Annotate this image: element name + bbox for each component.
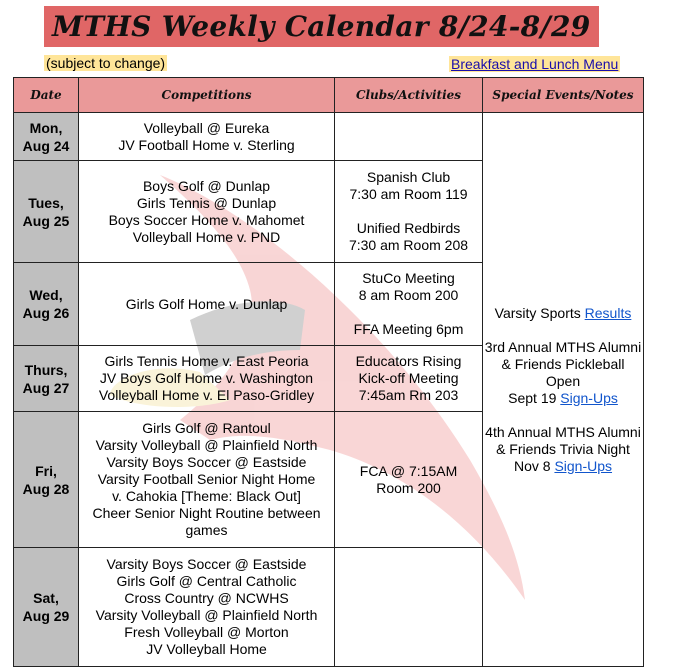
competition-line: Varsity Football Senior Night Home bbox=[97, 471, 316, 487]
pickleball-date-line bbox=[484, 390, 642, 407]
page-title: MTHS Weekly Calendar 8/24-8/29 bbox=[52, 10, 591, 43]
day-date: Aug 26 bbox=[22, 305, 70, 321]
spacer bbox=[336, 203, 481, 220]
day-name: Tues, bbox=[28, 194, 64, 211]
col-header-clubs: Clubs/Activities bbox=[335, 78, 483, 113]
competition-line: Volleyball Home v. PND bbox=[132, 228, 281, 245]
club-line: 7:30 am Room 119 bbox=[349, 186, 468, 202]
club-line: 7:45am Rm 203 bbox=[358, 387, 459, 403]
competition-line: Cheer Senior Night Routine between bbox=[92, 505, 321, 521]
date-cell bbox=[14, 412, 79, 548]
day-date: Aug 29 bbox=[22, 608, 70, 624]
competition-line: Boys Soccer Home v. Mahomet bbox=[108, 211, 305, 228]
special-events-cell bbox=[483, 113, 644, 667]
trivia-note bbox=[484, 424, 642, 475]
competition-line: Cross Country @ NCWHS bbox=[124, 590, 289, 606]
varsity-sports-text: Varsity Sports bbox=[494, 304, 581, 321]
col-header-special: Special Events/Notes bbox=[483, 78, 644, 113]
date-cell bbox=[14, 113, 79, 161]
title-banner bbox=[44, 6, 599, 47]
day-date: Aug 24 bbox=[22, 137, 70, 154]
competition-line: Girls Golf @ Rantoul bbox=[142, 420, 271, 436]
weekly-calendar-table bbox=[13, 77, 644, 667]
competition-line: Varsity Volleyball @ Plainfield North bbox=[95, 437, 318, 453]
club-line: Kick-off Meeting bbox=[358, 370, 459, 386]
competition-line: Boys Golf @ Dunlap bbox=[142, 177, 271, 194]
competition-line: Varsity Boys Soccer @ Eastside bbox=[106, 556, 307, 572]
day-date: Aug 27 bbox=[22, 379, 70, 396]
competition-line: Volleyball Home v. El Paso-Gridley bbox=[98, 387, 315, 403]
spacer bbox=[336, 304, 481, 321]
competition-line: Girls Golf Home v. Dunlap bbox=[125, 295, 288, 312]
competition-line: games bbox=[185, 522, 228, 538]
competitions-cell bbox=[79, 113, 335, 161]
varsity-sports-note bbox=[484, 305, 642, 322]
competition-line: Varsity Boys Soccer @ Eastside bbox=[106, 454, 307, 470]
date-cell bbox=[14, 548, 79, 667]
day-date: Aug 28 bbox=[22, 480, 70, 497]
competition-line: Varsity Volleyball @ Plainfield North bbox=[95, 607, 318, 623]
trivia-signups-link[interactable]: Sign-Ups bbox=[554, 457, 613, 474]
competition-line: Volleyball @ Eureka bbox=[143, 119, 270, 136]
day-name: Fri, bbox=[35, 462, 57, 479]
clubs-cell bbox=[335, 412, 483, 548]
club-line: FFA Meeting 6pm bbox=[353, 321, 464, 337]
clubs-cell bbox=[335, 263, 483, 346]
competition-line: Girls Tennis @ Dunlap bbox=[136, 194, 277, 211]
day-name: Sat, bbox=[33, 590, 59, 606]
day-name: Wed, bbox=[29, 287, 63, 303]
competition-line: JV Football Home v. Sterling bbox=[118, 136, 295, 153]
day-name: Thurs, bbox=[24, 361, 68, 378]
club-line: FCA @ 7:15AM bbox=[359, 462, 458, 479]
date-cell bbox=[14, 161, 79, 263]
club-line: Spanish Club bbox=[366, 169, 451, 185]
competitions-cell bbox=[79, 412, 335, 548]
clubs-cell bbox=[335, 548, 483, 667]
col-header-competitions: Competitions bbox=[79, 78, 335, 113]
competition-line: v. Cahokia [Theme: Black Out] bbox=[112, 488, 301, 504]
clubs-cell bbox=[335, 113, 483, 161]
clubs-cell bbox=[335, 346, 483, 412]
club-line: StuCo Meeting bbox=[362, 270, 455, 286]
trivia-line: & Friends Trivia Night bbox=[496, 440, 630, 457]
trivia-line: 4th Annual MTHS Alumni bbox=[485, 423, 641, 440]
club-line: Educators Rising bbox=[355, 353, 462, 369]
breakfast-lunch-menu-link[interactable]: Breakfast and Lunch Menu bbox=[451, 56, 619, 72]
table-row bbox=[14, 113, 644, 161]
clubs-cell bbox=[335, 161, 483, 263]
subject-to-change-note: (subject to change) bbox=[46, 55, 166, 71]
trivia-date: Nov 8 bbox=[513, 457, 551, 474]
competitions-cell bbox=[79, 548, 335, 667]
competition-line: JV Boys Golf Home v. Washington bbox=[99, 370, 314, 386]
competition-line: JV Volleyball Home bbox=[146, 641, 267, 657]
competitions-cell bbox=[79, 346, 335, 412]
results-link[interactable]: Results bbox=[584, 304, 632, 321]
pickleball-signups-link[interactable]: Sign-Ups bbox=[560, 389, 618, 406]
day-date: Aug 25 bbox=[22, 212, 70, 229]
pickleball-date: Sept 19 bbox=[508, 389, 557, 406]
competition-line: Fresh Volleyball @ Morton bbox=[124, 624, 289, 640]
col-header-date: Date bbox=[14, 78, 79, 113]
club-line: 8 am Room 200 bbox=[358, 287, 459, 303]
competition-line: Girls Tennis Home v. East Peoria bbox=[104, 353, 309, 369]
pickleball-line: & Friends Pickleball Open bbox=[501, 355, 625, 389]
date-cell bbox=[14, 346, 79, 412]
date-cell bbox=[14, 263, 79, 346]
trivia-date-line bbox=[484, 458, 642, 475]
club-line: Unified Redbirds bbox=[356, 220, 461, 236]
competitions-cell bbox=[79, 161, 335, 263]
pickleball-note bbox=[484, 339, 642, 407]
competitions-cell bbox=[79, 263, 335, 346]
club-line: 7:30 am Room 208 bbox=[348, 237, 469, 253]
competition-line: Girls Golf @ Central Catholic bbox=[116, 573, 297, 589]
day-name: Mon, bbox=[29, 119, 63, 136]
club-line: Room 200 bbox=[376, 479, 441, 496]
pickleball-line: 3rd Annual MTHS Alumni bbox=[484, 338, 642, 355]
header-row bbox=[14, 78, 644, 113]
